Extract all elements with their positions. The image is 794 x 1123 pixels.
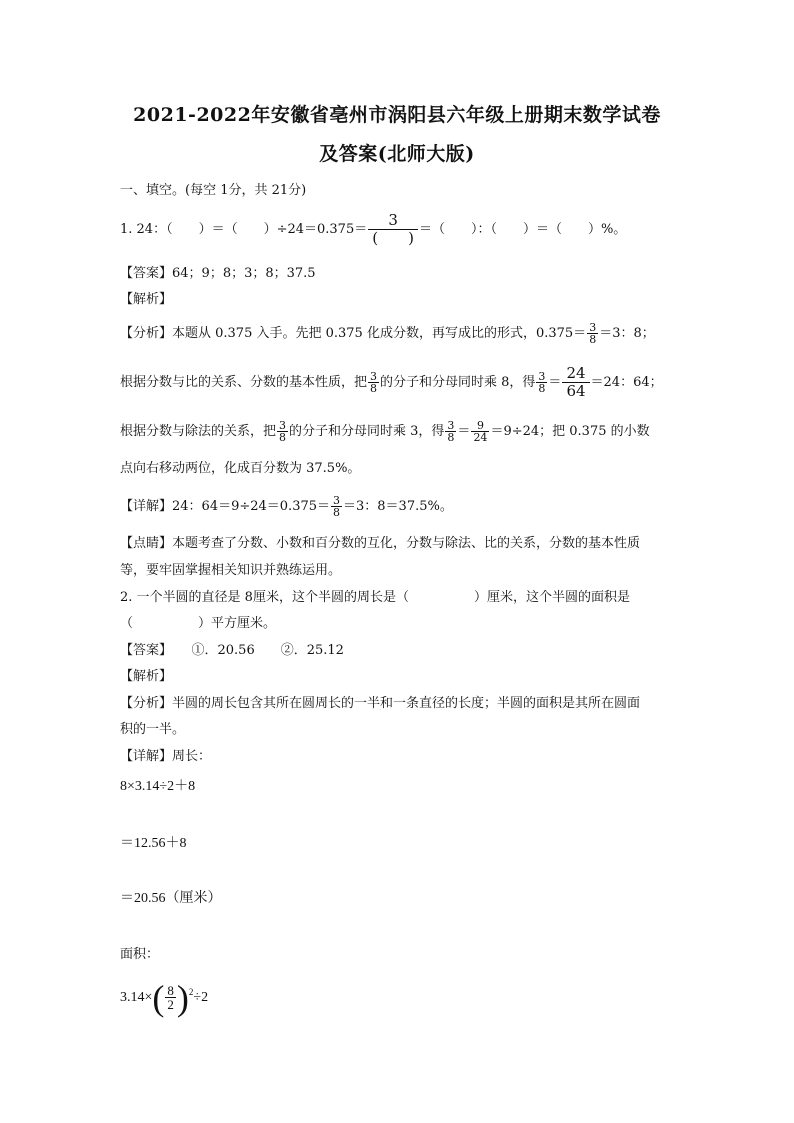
q2-area-label: 面积：: [120, 947, 160, 962]
frac-den: 8: [279, 431, 287, 444]
q1-jiexi: 【解析】: [120, 292, 173, 307]
frac-num: 3: [279, 419, 287, 432]
q1-answer: 【答案】64；9；8；3；8；37.5: [120, 266, 316, 281]
frac-num: 9: [471, 420, 489, 432]
q1-fenxi-text: ＝9÷24；把 0.375 的小数: [490, 424, 650, 439]
exponent: 2: [188, 987, 194, 997]
q1-fenxi-text-a: 【分析】本题从 0.375 入手。先把 0.375 化成分数，再写成比的形式，0.375＝: [120, 326, 587, 341]
frac-num: 3: [370, 370, 378, 383]
q2-answer: 【答案】 ①．20.56 ②．25.12: [120, 643, 344, 658]
q2-calc-step1: 8×3.14÷2＋8: [120, 779, 196, 794]
frac-den: 24: [473, 431, 488, 444]
q2-area-formula: [120, 972, 208, 1024]
q1-frac-den: ( ): [372, 229, 414, 247]
question-2-line2: （ ）平方厘米。: [120, 616, 277, 631]
left-paren: (: [152, 977, 165, 1018]
q1-fenxi-text-b: ＝3：8；: [599, 326, 655, 341]
fraction-3-8: [277, 420, 288, 443]
q1-fenxi-text: ＝: [457, 424, 471, 439]
q2-calc-step2: ＝12.56＋8: [120, 836, 187, 851]
doc-title-line2: 及答案(北师大版): [319, 143, 475, 165]
q2-xiangjie: 【详解】周长：: [120, 749, 212, 764]
q1-fenxi-text: 根据分数与比的关系、分数的基本性质，把: [120, 375, 368, 390]
frac-num: 24: [562, 365, 589, 383]
q2-fenxi-line1: 【分析】半圆的周长包含其所在圆周长的一半和一条直径的长度；半圆的面积是其所在圆面: [120, 696, 641, 711]
q1-xiangjie-text: 【详解】24：64＝9÷24＝0.375＝: [120, 499, 331, 514]
fraction-3-8: [331, 495, 342, 518]
question-1: [120, 210, 626, 250]
q1-frac-num: 3: [368, 212, 418, 230]
frac-den: 8: [538, 382, 546, 395]
q1-fenxi-line3: [120, 415, 650, 449]
fraction-9-24: [471, 420, 489, 443]
frac-den: 8: [447, 431, 455, 444]
q1-fenxi-text: 的分子和分母同时乘 8，得: [380, 375, 536, 390]
fraction-3-8: [587, 322, 598, 345]
q1-dianjing-line1: 【点睛】本题考查了分数、小数和百分数的互化，分数与除法、比的关系，分数的基本性质: [120, 536, 641, 551]
q1-fenxi-text: 的分子和分母同时乘 3，得: [289, 424, 445, 439]
q1-fenxi-text: 根据分数与除法的关系，把: [120, 424, 277, 439]
q1-fenxi-line2: [120, 365, 663, 400]
question-2-line1: 2. 一个半圆的直径是 8厘米，这个半圆的周长是（ ）厘米，这个半圆的面积是: [120, 590, 630, 605]
doc-title-line1: 2021-2022年安徽省亳州市涡阳县六年级上册期末数学试卷: [133, 104, 661, 126]
q1-fraction: [368, 212, 418, 247]
frac-den: 8: [333, 506, 341, 519]
q1-dianjing-line2: 等，要牢固掌握相关知识并熟练运用。: [120, 563, 342, 578]
frac-den: 64: [566, 382, 586, 400]
fraction-8-2: [165, 984, 176, 1011]
fraction-3-8: [368, 371, 379, 394]
q1-fenxi-text: ＝: [548, 375, 562, 390]
q1-fenxi-line4: 点向右移动两位，化成百分数为 37.5%。: [120, 461, 361, 476]
area-text-a: 3.14×: [120, 990, 153, 1005]
frac-num: 3: [447, 419, 455, 432]
frac-den: 8: [589, 333, 597, 346]
q1-tail: ＝（ ）：（ ）＝（ ）%。: [418, 222, 627, 237]
q1-xiangjie-text: ＝3：8＝37.5%。: [343, 499, 453, 514]
section-heading: 一、填空。(每空 1分，共 21分): [120, 183, 307, 198]
frac-num: 3: [589, 321, 597, 334]
area-text-b: ÷2: [193, 990, 209, 1005]
q1-fenxi-text: ＝24：64；: [590, 375, 663, 390]
fraction-3-8: [536, 371, 547, 394]
q1-xiangjie: [120, 490, 453, 524]
frac-num: 3: [538, 370, 546, 383]
frac-den: 2: [167, 997, 174, 1013]
q2-fenxi-line2: 积的一半。: [120, 722, 186, 737]
q1-lead: 1. 24：（ ）＝（ ）÷24＝0.375＝: [120, 222, 368, 237]
right-paren: ): [176, 977, 189, 1018]
frac-den: 8: [370, 382, 378, 395]
q2-calc-step3: ＝20.56（厘米）: [120, 891, 222, 906]
frac-num: 3: [333, 494, 341, 507]
frac-num: 8: [167, 983, 174, 999]
q2-jiexi: 【解析】: [120, 669, 173, 684]
fraction-24-64: [562, 365, 589, 400]
q1-fenxi-line1: [120, 318, 655, 350]
fraction-3-8: [445, 420, 456, 443]
